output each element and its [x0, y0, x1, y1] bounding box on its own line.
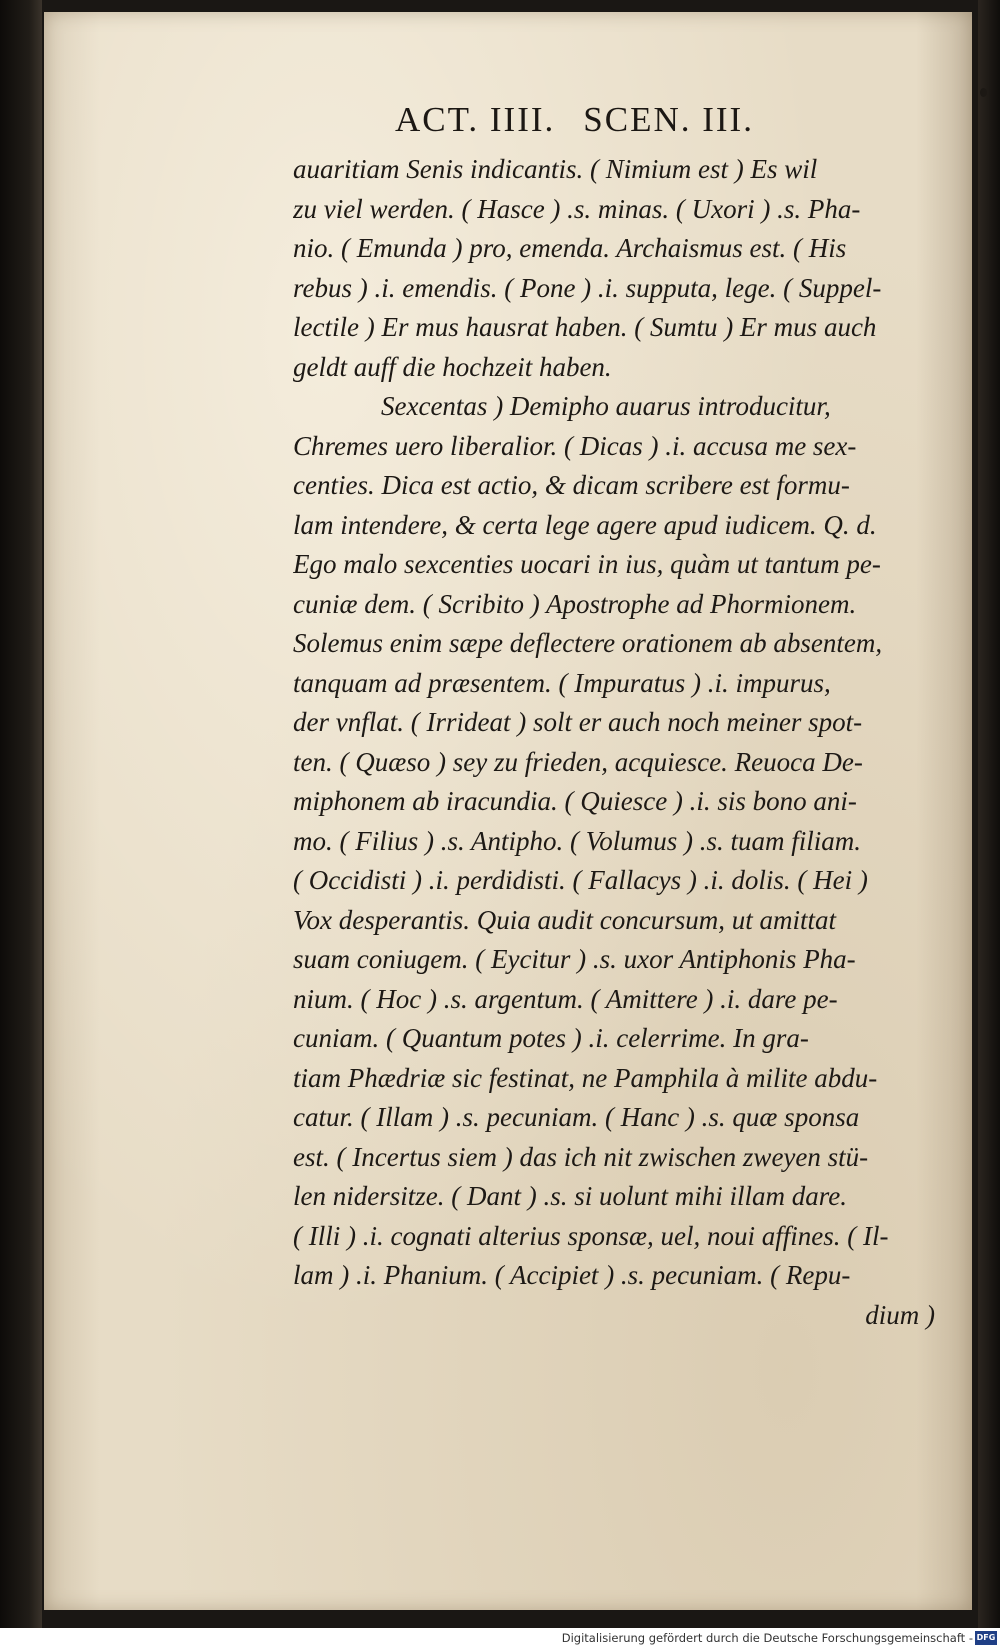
text-line: tiam Phædriæ sic festinat, ne Pamphila à milite abdu- [293, 1062, 878, 1093]
catchword: dium ) [865, 1299, 935, 1330]
text-line: catur. ( Illam ) .s. pecuniam. ( Hanc ) .s. quæ sponsa [293, 1102, 860, 1132]
header-scene: SCEN. III. [583, 100, 754, 139]
text-line: lam ) .i. Phanium. ( Accipiet ) .s. pecuniam. ( Repu- [293, 1260, 851, 1290]
text-line: ten. ( Quæso ) sey zu frieden, acquiesce. Reuoca De- [293, 746, 863, 777]
text-line: nio. ( Emunda ) pro, emenda. Archaismus est. ( His [293, 233, 847, 263]
text-line: ( Occidisti ) .i. perdidisti. ( Fallacys ) .i. dolis. ( Hei ) [293, 865, 868, 895]
digitization-footer [0, 1628, 1000, 1649]
text-line: est. ( Incertus siem ) das ich nit zwischen zweyen stü- [293, 1141, 869, 1172]
text-line: auaritiam Senis indicantis. ( Nimium est ) Es wil [293, 154, 818, 184]
running-header [395, 100, 782, 140]
header-act: ACT. IIII. [395, 100, 556, 139]
text-line: geldt auff die hochzeit haben. [293, 351, 612, 382]
funding-credit: Digitalisierung gefördert durch die Deutsche Forschungsgemeinschaft - [561, 1631, 973, 1645]
text-line: der vnflat. ( Irrideat ) solt er auch noch meiner spot- [293, 707, 863, 737]
text-line: mo. ( Filius ) .s. Antipho. ( Volumus ) .s. tuam filiam. [293, 825, 862, 856]
text-line: suam coniugem. ( Eycitur ) .s. uxor Antiphonis Pha- [293, 944, 856, 974]
text-line: centies. Dica est actio, & dicam scribere est formu- [293, 470, 850, 500]
scan-edge-left [0, 0, 42, 1649]
commentary-text [293, 150, 943, 1335]
text-line: nium. ( Hoc ) .s. argentum. ( Amittere ) .i. dare pe- [293, 983, 838, 1014]
dfg-logo: DFG [975, 1631, 997, 1645]
scan-edge-right [978, 0, 1000, 1649]
text-line: len nidersitze. ( Dant ) .s. si uolunt mihi illam dare. [293, 1181, 847, 1211]
text-line: zu viel werden. ( Hasce ) .s. minas. ( Uxori ) .s. Pha- [293, 193, 861, 224]
ink-speck [980, 88, 987, 97]
text-line: tanquam ad præsentem. ( Impuratus ) .i. impurus, [293, 667, 831, 698]
text-line: cuniæ dem. ( Scribito ) Apostrophe ad Phormionem. [293, 588, 857, 619]
text-line: ( Illi ) .i. cognati alterius sponsæ, uel, noui affines. ( Il- [293, 1220, 889, 1251]
text-line: lam intendere, & certa lege agere apud iudicem. Q. d. [293, 509, 877, 540]
text-line: Vox desperantis. Quia audit concursum, ut amittat [293, 904, 836, 935]
text-line: Chremes uero liberalior. ( Dicas ) .i. accusa me sex- [293, 430, 857, 461]
text-line: miphonem ab iracundia. ( Quiesce ) .i. sis bono ani- [293, 786, 857, 816]
text-line: Ego malo sexcenties uocari in ius, quàm ut tantum pe- [293, 549, 881, 579]
text-line: lectile ) Er mus hausrat haben. ( Sumtu ) Er mus auch [293, 312, 877, 342]
text-line: cuniam. ( Quantum potes ) .i. celerrime. In gra- [293, 1023, 809, 1053]
text-line: Solemus enim sæpe deflectere orationem ab absentem, [293, 628, 883, 658]
text-line: rebus ) .i. emendis. ( Pone ) .i. supputa, lege. ( Suppel- [293, 272, 882, 303]
text-line: Sexcentas ) Demipho auarus introducitur, [381, 391, 831, 421]
